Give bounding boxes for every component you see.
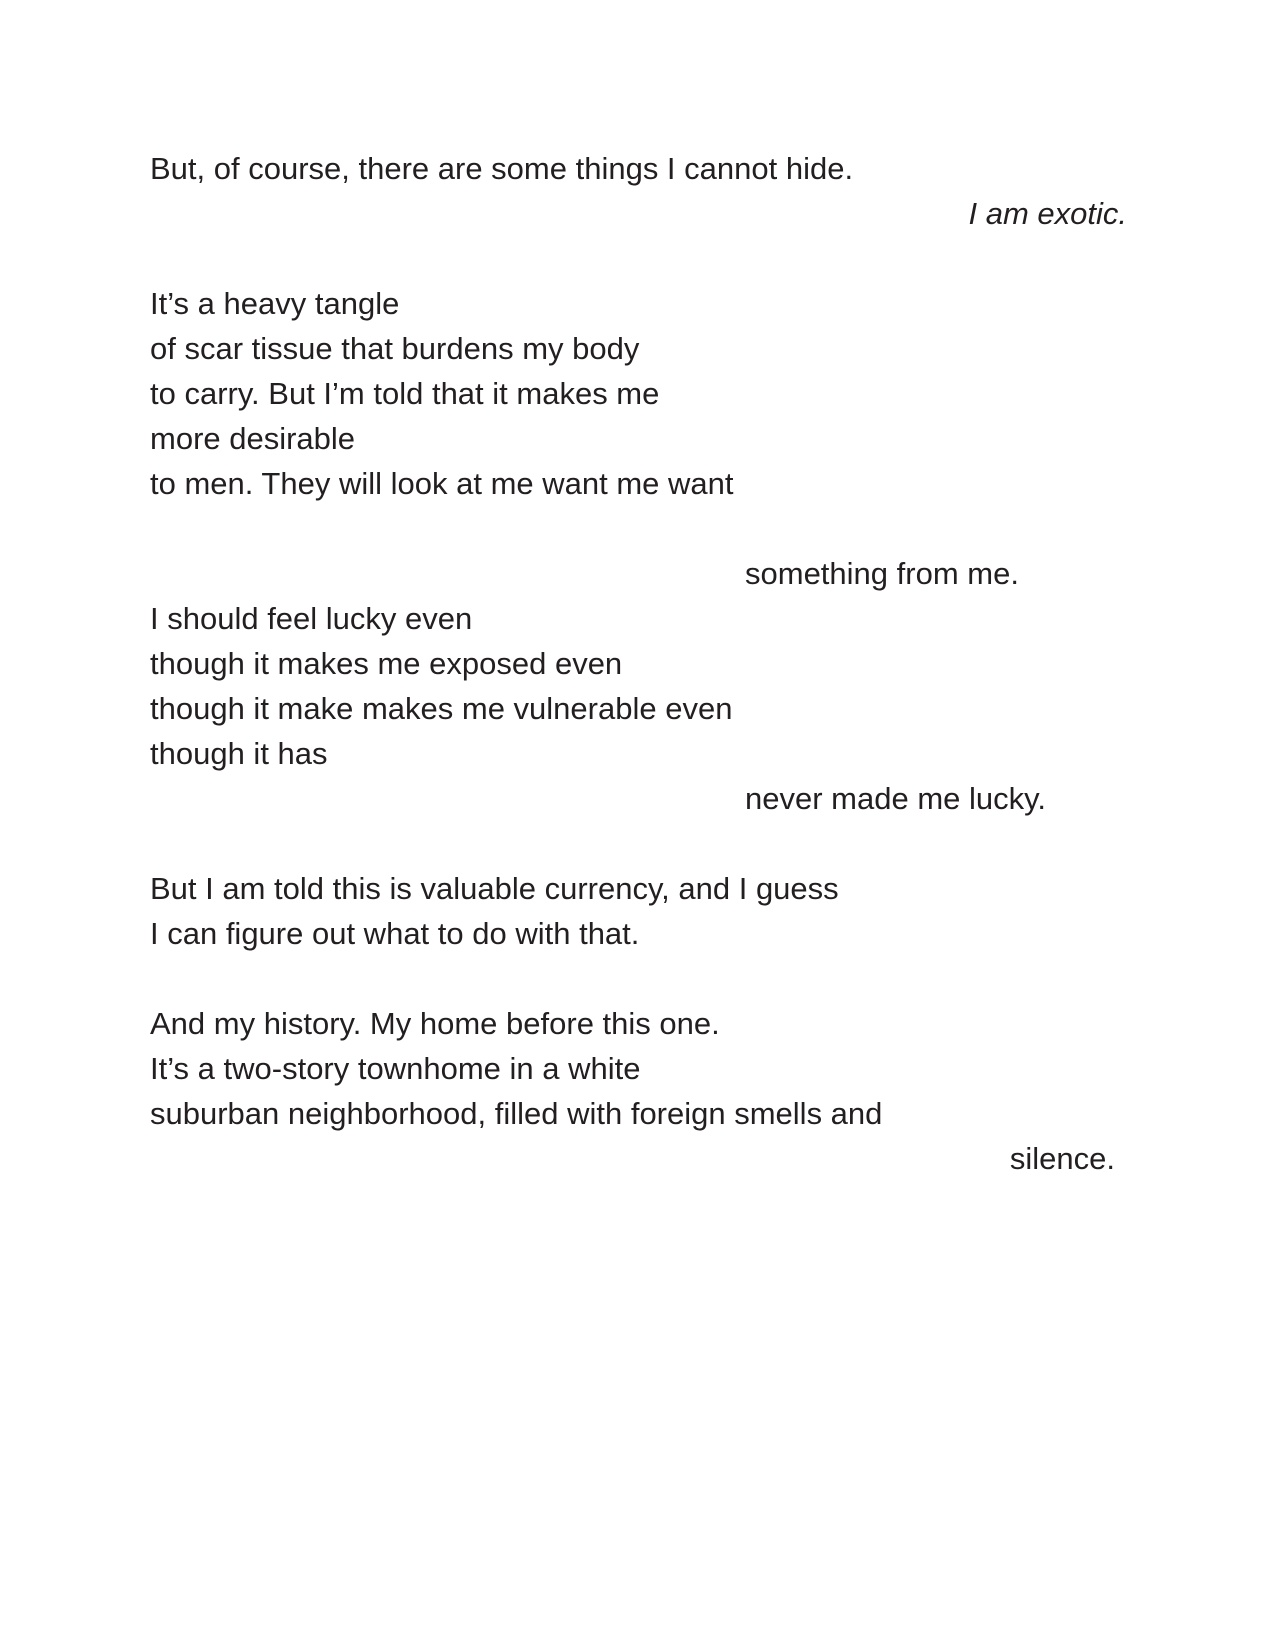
poem-line: suburban neighborhood, filled with foreign smells and (150, 1096, 883, 1131)
poem-line: though it make makes me vulnerable even (150, 691, 733, 726)
poem-line: to men. They will look at me want me want (150, 466, 734, 501)
poem-line: It’s a two-story townhome in a white (150, 1051, 641, 1086)
poem-line: more desirable (150, 421, 356, 456)
poem-line: And my history. My home before this one. (150, 1006, 720, 1041)
poem-line: though it has (150, 736, 328, 771)
poem-line: But, of course, there are some things I cannot hide. (150, 151, 854, 186)
poem-line-indented: never made me lucky. (745, 781, 1046, 816)
poem-line: to carry. But I’m told that it makes me (150, 376, 660, 411)
poem-line: of scar tissue that burdens my body (150, 331, 640, 366)
poem-line-indented: something from me. (745, 556, 1019, 591)
poem-line-italic: I am exotic. (968, 196, 1127, 231)
poem-line: It’s a heavy tangle (150, 286, 400, 321)
poem-line-right: silence. (1009, 1141, 1115, 1176)
poem-line: But I am told this is valuable currency, and I guess (150, 871, 839, 906)
poem-line: I should feel lucky even (150, 601, 473, 636)
poem-line: though it makes me exposed even (150, 646, 623, 681)
poem-line: I can figure out what to do with that. (150, 916, 640, 951)
